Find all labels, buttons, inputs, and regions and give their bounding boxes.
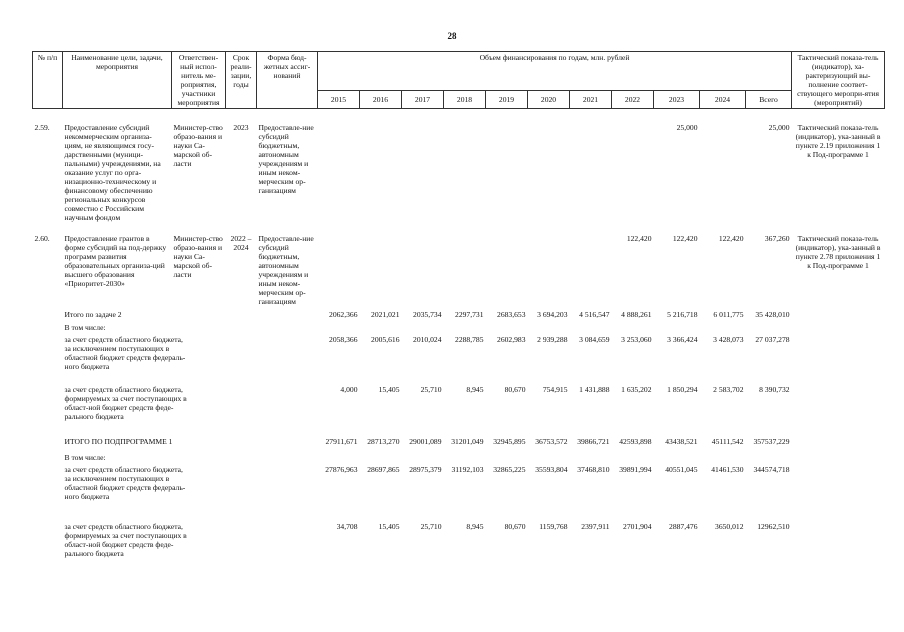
- summary-value-2021: 37468,810: [577, 465, 610, 474]
- summary-value-2023: [654, 451, 700, 463]
- summary-empty: [33, 463, 63, 520]
- summary-value-2018: 2297,731: [455, 310, 484, 319]
- header-year-3: 2018: [444, 90, 486, 108]
- summary-indicator-empty: [792, 333, 885, 383]
- row-value-2024: [700, 109, 746, 224]
- summary-value-2022: 3 253,060: [621, 335, 652, 344]
- row-indicator: Тактический показа-тель (индикатор), ука-занный в пункте 2.19 приложения 1 к Под-программе 1: [795, 123, 881, 159]
- summary-value-2016: 15,405: [378, 522, 400, 531]
- table-row: [33, 109, 885, 224]
- header-name: Наименование цели, задачи, мероприятия: [63, 52, 172, 109]
- summary-value-2020: 1159,768: [539, 522, 568, 531]
- row-value-2023: 25,000: [676, 123, 698, 132]
- summary-value-2024: 6 011,775: [713, 310, 744, 319]
- summary-value-Всего: [746, 451, 792, 463]
- summary-value-2020: [528, 451, 570, 463]
- summary-value-Всего: 12962,510: [757, 522, 790, 531]
- summary-value-2019: 32865,225: [493, 465, 526, 474]
- summary-value-2019: 80,670: [504, 385, 526, 394]
- row-value-2022: 122,420: [626, 234, 652, 243]
- summary-value-2015: 27876,963: [325, 465, 358, 474]
- summary-indicator-empty: [792, 435, 885, 451]
- summary-empty: [33, 520, 63, 580]
- row-indicator: Тактический показа-тель (индикатор), ука-занный в пункте 2.78 приложения 1 к Под-программе 1: [795, 234, 881, 270]
- summary-value-2017: 28975,379: [409, 465, 442, 474]
- summary-value-2016: 28697,865: [367, 465, 400, 474]
- row-value-2022: [612, 109, 654, 224]
- summary-value-2018: 8,945: [466, 522, 484, 531]
- summary-value-2019: 80,670: [504, 522, 526, 531]
- summary-value-2016: 2005,616: [371, 335, 400, 344]
- summary-value-2015: 27911,671: [325, 437, 358, 446]
- summary-value-2015: 2062,366: [329, 310, 358, 319]
- summary-value-Всего: 35 428,010: [755, 310, 790, 319]
- summary-value-2023: 5 216,718: [667, 310, 698, 319]
- summary-value-2017: 25,710: [420, 522, 442, 531]
- summary-row: [33, 383, 885, 435]
- row-value-2020: [528, 109, 570, 224]
- summary-value-2017: 2010,024: [413, 335, 442, 344]
- summary-value-2021: [570, 321, 612, 333]
- header-year-2: 2017: [402, 90, 444, 108]
- funding-table-wrapper: [32, 51, 885, 580]
- summary-value-2018: 2288,785: [455, 335, 484, 344]
- table-row: [33, 223, 885, 308]
- summary-value-2020: 35593,804: [535, 465, 568, 474]
- row-value-Всего: 367,260: [764, 234, 790, 243]
- summary-value-2017: [402, 321, 444, 333]
- summary-value-2015: 34,708: [336, 522, 358, 531]
- summary-value-2019: [486, 321, 528, 333]
- row-name: Предоставление субсидий некоммерческим организа-циям, не являющимся госу-дарственными (муници-пальными) учреждениями, на оказание услуг по орга-низационно-техническому и финансовому обеспечению региональных конкурсов совместно с Российским научным фондом: [64, 123, 161, 222]
- row-value-2019: [486, 109, 528, 224]
- summary-row: [33, 321, 885, 333]
- summary-value-2016: 2021,021: [371, 310, 400, 319]
- header-funding: Объем финансирования по годам, млн. рублей: [318, 52, 792, 91]
- summary-value-2022: 42593,898: [619, 437, 652, 446]
- table-header: [33, 52, 885, 109]
- header-year-1: 2016: [360, 90, 402, 108]
- summary-row: [33, 520, 885, 580]
- summary-value-Всего: 344574,718: [753, 465, 790, 474]
- summary-value-Всего: 8 390,732: [759, 385, 790, 394]
- row-value-Всего: 25,000: [768, 123, 790, 132]
- summary-empty: [33, 435, 63, 451]
- summary-row: [33, 451, 885, 463]
- summary-value-2024: 2 583,702: [713, 385, 744, 394]
- summary-value-2023: 3 366,424: [667, 335, 698, 344]
- summary-value-2024: 41461,530: [711, 465, 744, 474]
- summary-value-2019: [486, 451, 528, 463]
- header-year-8: 2023: [654, 90, 700, 108]
- summary-row: [33, 308, 885, 321]
- header-year-5: 2020: [528, 90, 570, 108]
- row-term: 2022 – 2024: [230, 234, 252, 252]
- summary-value-2018: [444, 451, 486, 463]
- summary-value-2020: 2 939,288: [537, 335, 568, 344]
- summary-value-2023: 43438,521: [665, 437, 698, 446]
- row-value-2023: 122,420: [672, 234, 698, 243]
- summary-value-2015: 2058,366: [329, 335, 358, 344]
- summary-value-2020: 754,915: [542, 385, 568, 394]
- summary-value-2015: 4,000: [340, 385, 358, 394]
- summary-value-2024: 45111,542: [711, 437, 744, 446]
- summary-label: за счет средств областного бюджета, за исключением поступающих в областной бюджет средств федераль-ного бюджета: [64, 465, 186, 501]
- header-num: № п/п: [33, 52, 63, 109]
- summary-value-2017: 25,710: [420, 385, 442, 394]
- row-value-2019: [486, 223, 528, 308]
- summary-value-2018: 31192,103: [451, 465, 484, 474]
- summary-value-2016: 28713,270: [367, 437, 400, 446]
- summary-value-2024: [700, 321, 746, 333]
- row-value-2021: [570, 223, 612, 308]
- summary-value-2021: 2397,911: [581, 522, 610, 531]
- summary-value-2018: 31201,049: [451, 437, 484, 446]
- summary-value-2023: [654, 321, 700, 333]
- row-value-2015: [318, 223, 360, 308]
- header-indicator: Тактический показа-тель (индикатор), ха-рактеризующий вы-полнение соответ-ствующего меропри-ятия (мероприятий): [792, 52, 885, 109]
- summary-value-2019: 2683,653: [497, 310, 526, 319]
- summary-label: В том числе:: [64, 453, 106, 462]
- row-value-2018: [444, 223, 486, 308]
- row-value-2018: [444, 109, 486, 224]
- row-responsible: Министер-ство образо-вания и науки Са-марской об-ласти: [173, 123, 223, 168]
- summary-value-2021: 39866,721: [577, 437, 610, 446]
- summary-indicator-empty: [792, 520, 885, 580]
- summary-value-2022: 4 888,261: [621, 310, 652, 319]
- summary-value-2015: [318, 321, 360, 333]
- header-year-10: Всего: [746, 90, 792, 108]
- row-value-2015: [318, 109, 360, 224]
- summary-value-2016: [360, 321, 402, 333]
- summary-value-2020: [528, 321, 570, 333]
- summary-value-2017: [402, 451, 444, 463]
- summary-indicator-empty: [792, 321, 885, 333]
- summary-row: [33, 333, 885, 383]
- row-name: Предоставление грантов в форме субсидий на под-держку программ развития образовательных организа-ций высшего образования «Приоритет-2030»: [64, 234, 167, 288]
- row-form: Предоставле-ние субсидий бюджетным, автономным учреждениям и иным неком-мерческим ор-ганизациям: [258, 123, 314, 195]
- row-value-2016: [360, 223, 402, 308]
- summary-label: ИТОГО ПО ПОДПРОГРАММЕ 1: [64, 437, 173, 446]
- summary-value-2021: 3 084,659: [579, 335, 610, 344]
- summary-value-2018: 8,945: [466, 385, 484, 394]
- summary-empty: [33, 308, 63, 321]
- summary-value-Всего: 357537,229: [753, 437, 790, 446]
- summary-value-2020: 36753,572: [535, 437, 568, 446]
- summary-value-2021: [570, 451, 612, 463]
- summary-label: Итого по задаче 2: [64, 310, 122, 319]
- summary-value-2018: [444, 321, 486, 333]
- summary-value-2023: 40551,045: [665, 465, 698, 474]
- row-num: 2.59.: [34, 123, 50, 132]
- summary-value-2023: 2887,476: [669, 522, 698, 531]
- summary-value-2017: 2035,734: [413, 310, 442, 319]
- summary-value-2024: 3650,012: [715, 522, 744, 531]
- summary-empty: [33, 333, 63, 383]
- summary-indicator-empty: [792, 308, 885, 321]
- header-term: Срок реали-зации, годы: [226, 52, 257, 109]
- row-value-2024: 122,420: [718, 234, 744, 243]
- summary-row: [33, 435, 885, 451]
- summary-value-2021: 1 431,888: [579, 385, 610, 394]
- summary-value-2024: [700, 451, 746, 463]
- row-value-2016: [360, 109, 402, 224]
- summary-value-2017: 29001,089: [409, 437, 442, 446]
- funding-table: [32, 51, 885, 580]
- summary-row: [33, 463, 885, 520]
- summary-value-2024: 3 428,073: [713, 335, 744, 344]
- summary-value-2020: 3 694,203: [537, 310, 568, 319]
- summary-value-2022: [612, 451, 654, 463]
- summary-indicator-empty: [792, 463, 885, 520]
- page-number: 28: [447, 31, 457, 41]
- summary-empty: [33, 451, 63, 463]
- summary-label: В том числе:: [64, 323, 106, 332]
- summary-value-2019: 32945,895: [493, 437, 526, 446]
- summary-value-2022: 39891,994: [619, 465, 652, 474]
- summary-label: за счет средств областного бюджета, формируемых за счет поступающих в област-ной бюджет средств феде-рального бюджета: [64, 522, 187, 558]
- row-value-2021: [570, 109, 612, 224]
- row-num: 2.60.: [34, 234, 50, 243]
- header-year-0: 2015: [318, 90, 360, 108]
- summary-value-2021: 4 516,547: [579, 310, 610, 319]
- summary-indicator-empty: [792, 383, 885, 435]
- summary-value-2022: 2701,904: [623, 522, 652, 531]
- row-term: 2023: [233, 123, 249, 132]
- summary-label: за счет средств областного бюджета, за исключением поступающих в областной бюджет средств федераль-ного бюджета: [64, 335, 186, 371]
- summary-value-2023: 1 850,294: [667, 385, 698, 394]
- summary-value-2016: [360, 451, 402, 463]
- header-year-6: 2021: [570, 90, 612, 108]
- summary-empty: [33, 321, 63, 333]
- row-value-2017: [402, 109, 444, 224]
- summary-value-2019: 2602,983: [497, 335, 526, 344]
- header-year-9: 2024: [700, 90, 746, 108]
- summary-value-2022: [612, 321, 654, 333]
- summary-value-2022: 1 635,202: [621, 385, 652, 394]
- summary-value-Всего: [746, 321, 792, 333]
- row-form: Предоставле-ние субсидий бюджетным, автономным учреждениям и иным неком-мерческим ор-ганизациям: [258, 234, 314, 306]
- header-year-7: 2022: [612, 90, 654, 108]
- summary-value-2016: 15,405: [378, 385, 400, 394]
- summary-value-2015: [318, 451, 360, 463]
- summary-empty: [33, 383, 63, 435]
- summary-label: за счет средств областного бюджета, формируемых за счет поступающих в област-ной бюджет средств феде-рального бюджета: [64, 385, 187, 421]
- header-year-4: 2019: [486, 90, 528, 108]
- summary-value-Всего: 27 037,278: [755, 335, 790, 344]
- summary-indicator-empty: [792, 451, 885, 463]
- header-responsible: Ответствен-ный испол-нитель ме-роприятия, участники мероприятия: [172, 52, 226, 109]
- row-value-2020: [528, 223, 570, 308]
- header-form: Форма бюд-жетных ассиг-нований: [257, 52, 318, 109]
- row-responsible: Министер-ство образо-вания и науки Са-марской об-ласти: [173, 234, 223, 279]
- table-body: [33, 109, 885, 581]
- row-value-2017: [402, 223, 444, 308]
